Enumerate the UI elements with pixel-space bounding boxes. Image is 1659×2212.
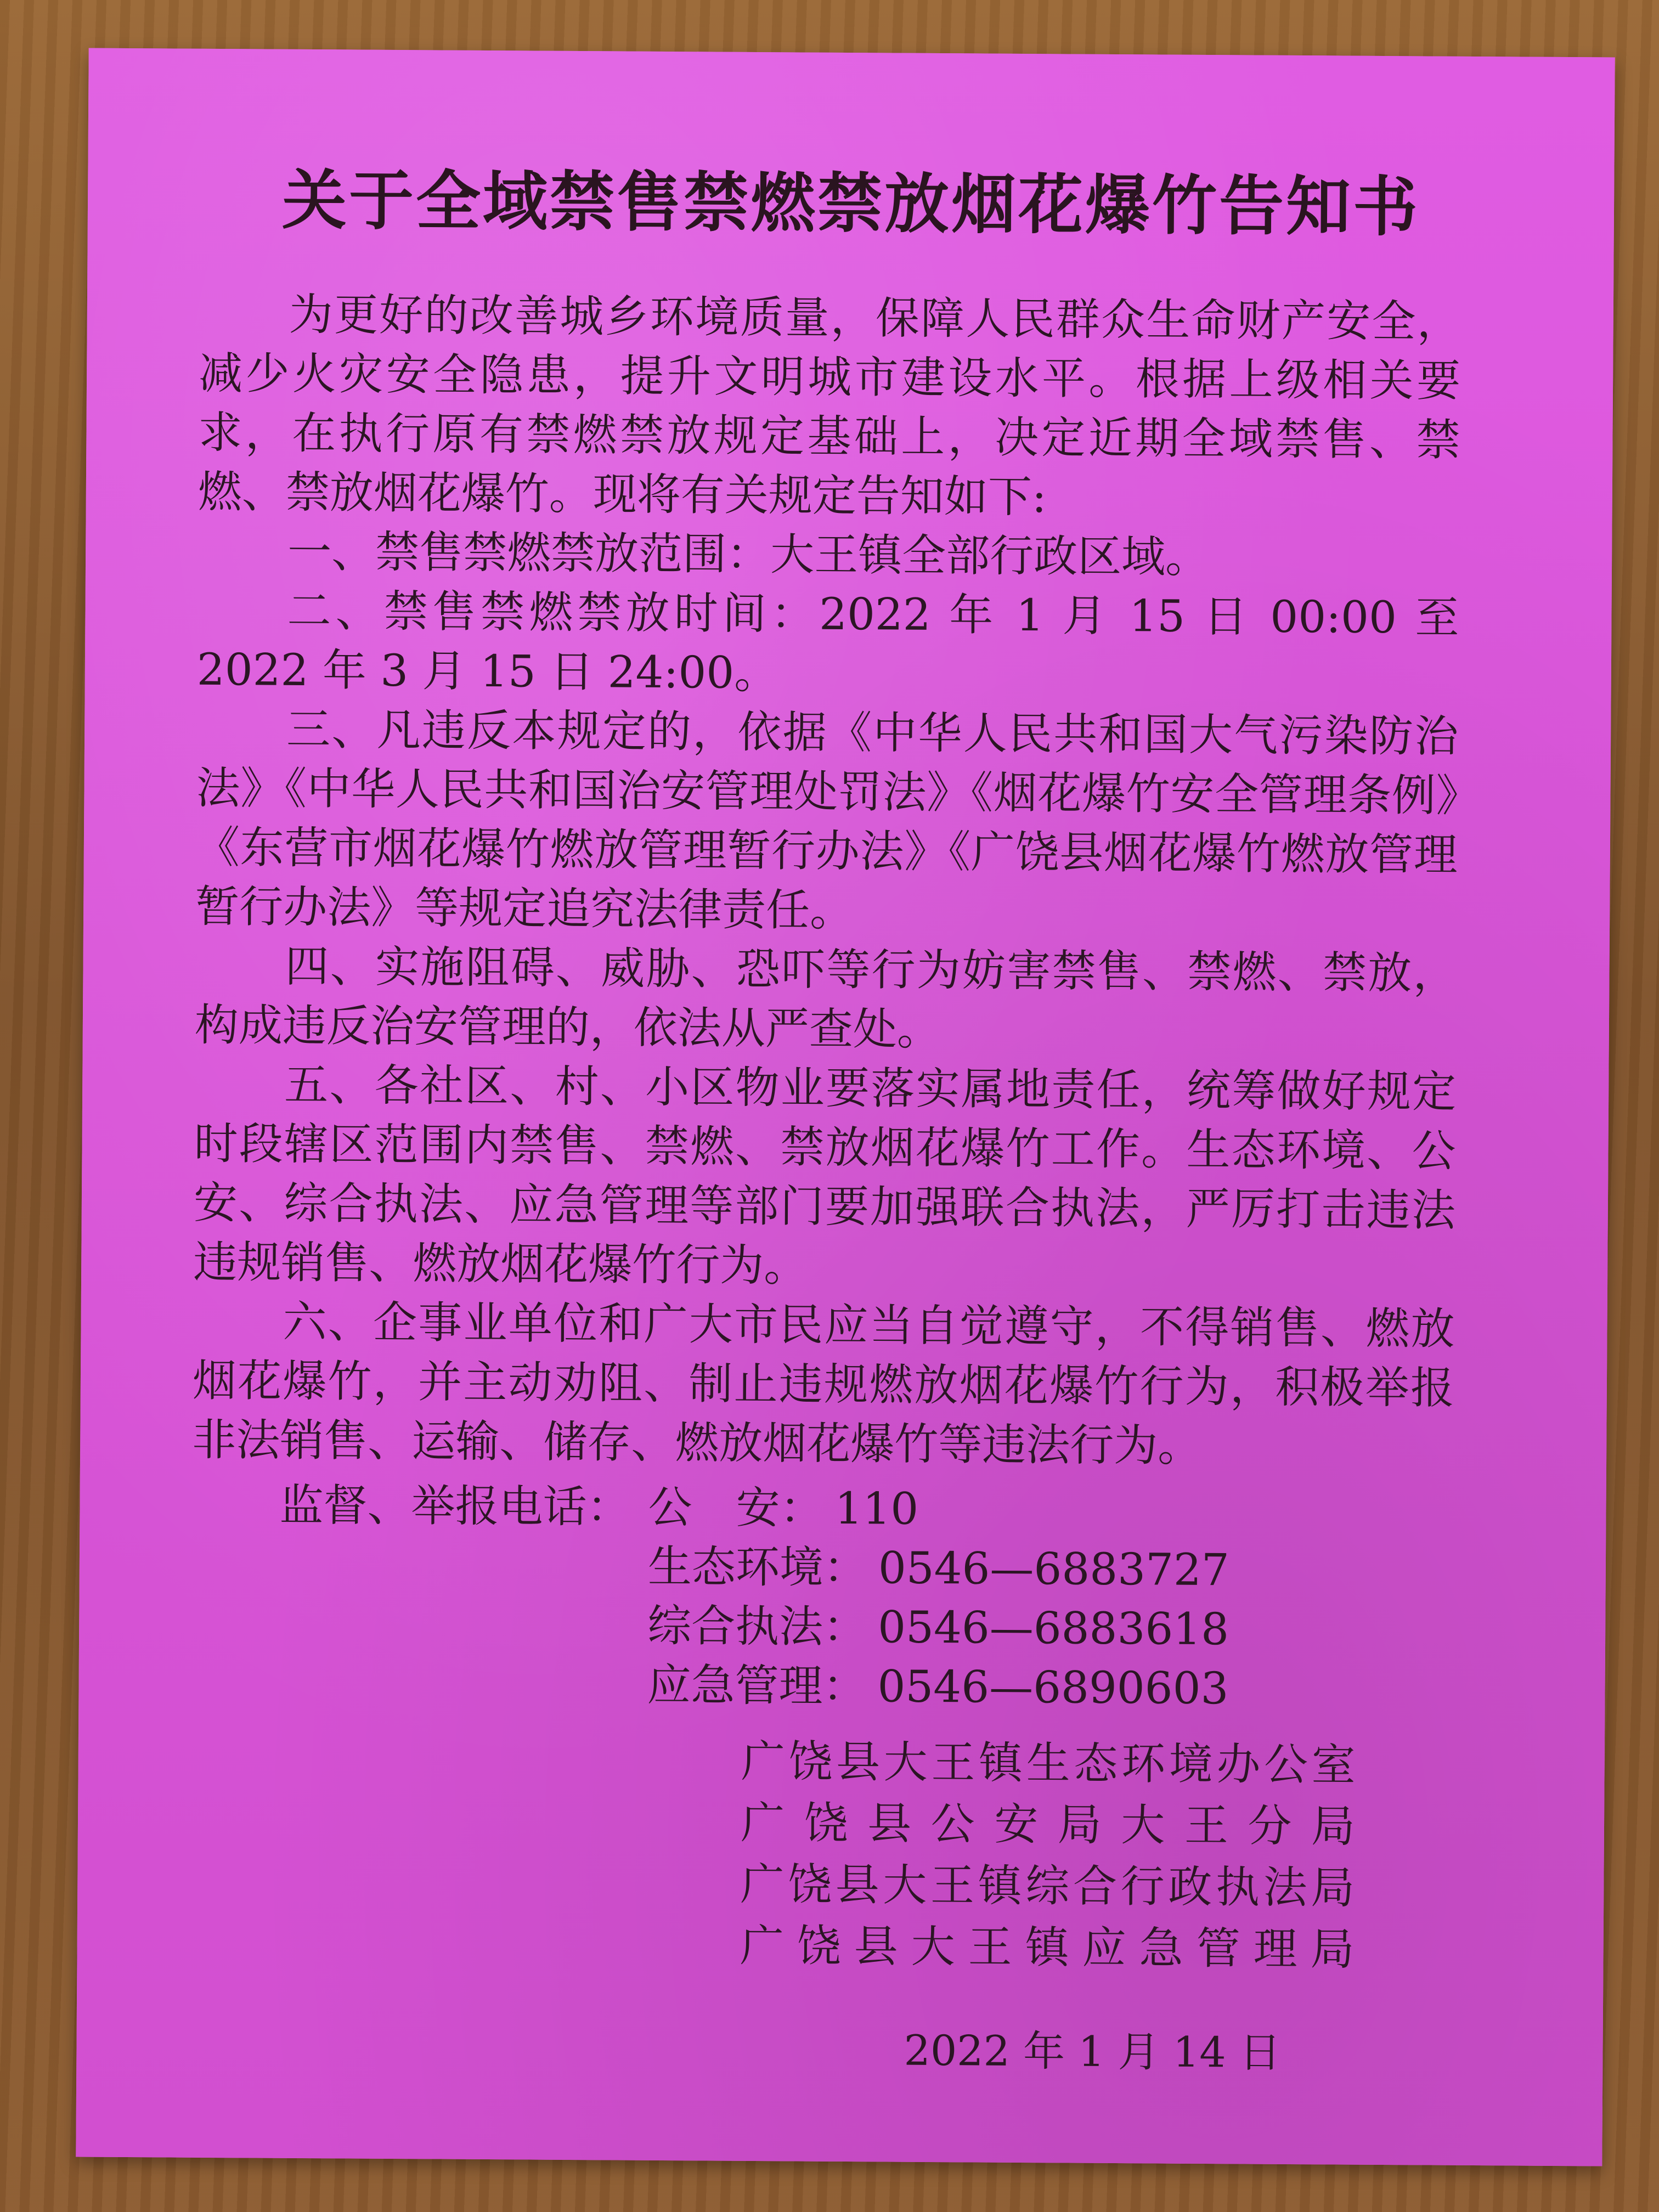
rule-4-paragraph: 四、实施阻碍、威胁、恐吓等行为妨害禁售、禁燃、禁放，构成违反治安管理的，依法从严查处。: [194, 940, 1457, 1056]
contacts-label: 监督、举报电话：: [279, 1479, 631, 1533]
signatory-list: [740, 1731, 1356, 1980]
signatory-environment-office: 广饶县大王镇生态环境办公室: [741, 1735, 1356, 1791]
rule-3-paragraph: 三、凡违反本规定的，依据《中华人民共和国大气污染防治法》《中华人民共和国治安管理处罚法》《烟花爆竹安全管理条例》《东营市烟花爆竹燃放管理暂行办法》《广饶县烟花爆竹燃放管理暂行办法》等规定追究法律责任。: [195, 703, 1459, 936]
signatory-emergency-bureau: 广饶县大王镇应急管理局: [740, 1920, 1355, 1975]
contact-list: [278, 1476, 1229, 1719]
contact-number: 0546—6890603: [877, 1661, 1229, 1714]
contact-dept: 生态环境：: [647, 1541, 868, 1594]
contact-number: 0546—6883618: [877, 1601, 1229, 1655]
notice-date: 2022 年 1 月 14 日: [904, 2025, 1282, 2077]
contact-row-environment: [279, 1535, 1230, 1600]
rule-5-paragraph: 五、各社区、村、小区物业要落实属地责任，统筹做好规定时段辖区范围内禁售、禁燃、禁放烟花爆竹工作。生态环境、公安、综合执法、应急管理等部门要加强联合执法，严厉打击违法违规销售、燃放烟花爆竹行为。: [193, 1059, 1457, 1291]
rule-2-paragraph: 二、禁售禁燃禁放时间：2022 年 1 月 15 日 00:00 至 2022 年 3 月 15 日 24:00。: [196, 585, 1459, 699]
contact-row-enforcement: [279, 1594, 1229, 1660]
contact-row-police: [279, 1476, 1230, 1541]
contact-number: 110: [834, 1482, 919, 1534]
signatory-enforcement-bureau: 广饶县大王镇综合行政执法局: [740, 1858, 1355, 1914]
contact-dept: 综合执法：: [647, 1600, 867, 1653]
contact-row-emergency: [278, 1654, 1229, 1719]
intro-paragraph: 为更好的改善城乡环境质量，保障人民群众生命财产安全，减少火灾安全隐患，提升文明城市建设水平。根据上级相关要求，在执行原有禁燃禁放规定基础上，决定近期全域禁售、禁燃、禁放烟花爆竹。现将有关规定告知如下:: [198, 289, 1462, 523]
contact-number: 0546—6883727: [878, 1542, 1230, 1596]
rule-1-paragraph: 一、禁售禁燃禁放范围：大王镇全部行政区域。: [287, 526, 1210, 583]
notice-title: 关于全域禁售禁燃禁放烟花爆竹告知书: [281, 161, 1420, 245]
contact-dept: 应急管理：: [647, 1659, 867, 1712]
notice-body: [192, 285, 1461, 1477]
rule-6-paragraph: 六、企事业单位和广大市民应当自觉遵守，不得销售、燃放烟花爆竹，并主动劝阻、制止违规燃放烟花爆竹行为，积极举报非法销售、运输、储存、燃放烟花爆竹等违法行为。: [191, 1296, 1455, 1471]
contact-dept: 公 安：: [648, 1481, 824, 1534]
signatory-police-branch: 广饶县公安局大王分局: [740, 1797, 1356, 1852]
notice-paper: [76, 48, 1615, 2166]
